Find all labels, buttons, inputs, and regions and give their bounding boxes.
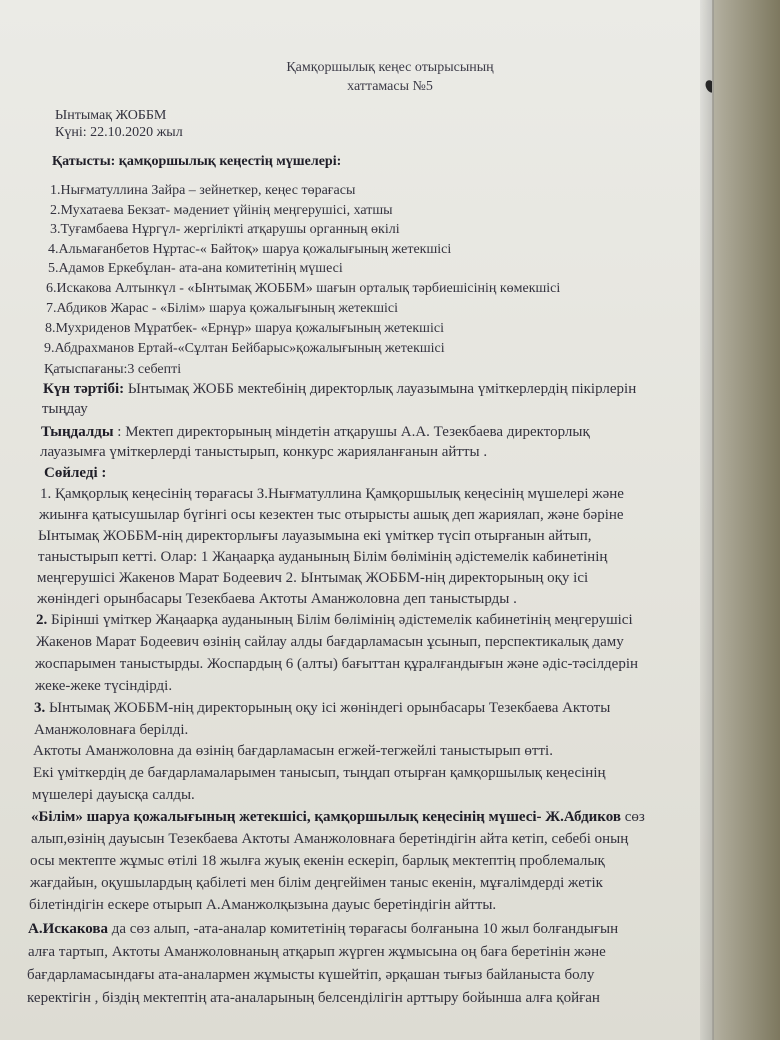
heard-line-2: лауазымға үміткерлерді таныстырып, конкурс жарияланғанын айтты .	[40, 444, 488, 460]
paragraph-1-line: жиынға қатысушылар бүгінгі осы кезектен тыс отырысты ашық деп жариялап, және бәріне	[39, 507, 624, 523]
document-title-line-1: Қамқоршылық кеңес отырысының	[286, 60, 494, 75]
agenda-label: Күн тәртібі:	[43, 381, 125, 397]
spoke-label: Сөйледі :	[44, 465, 107, 481]
paragraph-1-line: таныстырып кетті. Олар: 1 Жаңаарқа ауданының Білім бөлімінің әдістемелік кабинетінің	[38, 549, 608, 565]
paragraph-4-line: осы мектепте жұмыс өтілі 18 жылға жуық екенін ескеріп, барлық мектептің проблемалық	[30, 853, 605, 869]
paragraph-1-line: 1. Қамқорлық кеңесінің төрағасы З.Нығматуллина Қамқоршылық кеңесінің мүшелері және	[40, 486, 624, 502]
paragraph-1-line: жөніндегі орынбасары Тезекбаева Актоты Аманжоловна деп таныстырды .	[37, 591, 517, 607]
paragraph-5-line	[28, 921, 618, 938]
attendee-item: 7.Абдиков Жарас - «Білім» шаруа қожалығының жетекшісі	[46, 301, 398, 316]
attendee-item: 8.Мухриденов Мұратбек- «Ернұр» шаруа қожалығының жетекшісі	[45, 321, 444, 336]
paragraph-5-text: да сөз алып, -ата-аналар комитетінің төрағасы болғанына 10 жыл болғандығын	[108, 921, 619, 937]
paragraph-5-speaker: А.Искакова	[28, 921, 108, 937]
paragraph-4-line: білетіндігін ескере отырып А.Аманжолқызына дауыс беретіндігін айтты.	[29, 897, 497, 913]
absent-count: Қатыспағаны:3 себепті	[44, 362, 182, 377]
paragraph-5-line: бағдарламасындағы ата-аналармен жұмысты күшейтіп, әрқашан тығыз байланыста болу	[27, 967, 595, 983]
paragraph-1-line: меңгерушісі Жакенов Марат Бодеевич 2. Ынтымақ ЖОББМ-нің директорының оқу ісі	[37, 570, 589, 586]
paragraph-4-line: алып,өзінің дауысын Тезекбаева Актоты Аманжоловнаға беретіндігін айта кетіп, себебі оның	[31, 831, 629, 847]
attendee-item: 9.Абдрахманов Ертай-«Сұлтан Бейбарыс»қожалығының жетекшісі	[44, 341, 445, 356]
paragraph-3-line: Аманжоловнаға берілді.	[34, 722, 189, 738]
paragraph-2-line: жоспарымен таныстырды. Жоспардың 6 (алты) бағыттан құралғандығын және әдіс-тәсілдерін	[35, 656, 639, 672]
attendee-item: 5.Адамов Еркебұлан- ата-ана комитетінің мүшесі	[48, 261, 343, 276]
attendee-item: 3.Туғамбаева Нұргүл- жергілікті атқарушы органның өкілі	[50, 222, 400, 237]
paragraph-3-line: Актоты Аманжоловна да өзінің бағдарламасын егжей-тегжейлі таныстырып өтті.	[33, 743, 553, 759]
paragraph-4-line: жағдайын, оқушылардың қабілеті мен білім деңгейімен таныс екенін, мұғалімдерді жетік	[30, 875, 603, 891]
paragraph-3-text: Ынтымақ ЖОББМ-нің директорының оқу ісі жөніндегі орынбасары Тезекбаева Актоты	[45, 700, 611, 716]
page-shadow	[700, 0, 714, 1040]
attendee-item: 2.Мухатаева Бекзат- мәдениет үйінің меңгерушісі, хатшы	[50, 203, 393, 218]
paragraph-3-line: Екі үміткердің де бағдарламаларымен танысып, тыңдап отырған қамқоршылық кеңесінің	[33, 765, 606, 781]
paragraph-5-line: алға тартып, Актоты Аманжоловнаның атқарып жүрген жұмысына оң баға беретінін және	[28, 944, 606, 960]
paragraph-3-line	[34, 700, 610, 717]
heard-line-1	[41, 424, 590, 441]
attendee-item: 6.Искакова Алтынкүл - «Ынтымақ ЖОББМ» шағын орталық тәрбиешісінің көмекшісі	[46, 281, 561, 296]
paragraph-2-line: Жакенов Марат Бодеевич өзінің сайлау алды бағдарламасын ұсынып, перспектикалық даму	[36, 634, 624, 650]
paragraph-2-text: Бірінші үміткер Жаңаарқа ауданының Білім бөлімінің әдістемелік кабинетінің меңгерушісі	[47, 612, 633, 628]
agenda-line-1	[43, 381, 636, 398]
attendee-item: 4.Альмағанбетов Нұртас-« Байтоқ» шаруа қожалығының жетекшісі	[48, 242, 452, 257]
agenda-text: Ынтымақ ЖОББ мектебінің директорлық лауазымына үміткерлердің пікірлерін	[124, 381, 637, 397]
paragraph-4-speaker: «Білім» шаруа қожалығының жетекшісі, қамқоршылық кеңесінің мүшесі- Ж.Абдиков	[31, 809, 621, 825]
paragraph-2-line: жеке-жеке түсіндірді.	[35, 678, 173, 694]
attendee-item: 1.Нығматуллина Зайра – зейнеткер, кеңес төрағасы	[50, 183, 356, 198]
agenda-line-2: тыңдау	[42, 401, 88, 417]
paragraph-1-line: Ынтымақ ЖОББМ-нің директорлығы лауазымына екі үміткер түсіп отырғанын айтып,	[38, 528, 592, 544]
paragraph-3-line: мүшелері дауысқа салды.	[32, 787, 195, 803]
document-title-line-2: хаттамасы №5	[347, 79, 433, 94]
school-name: Ынтымақ ЖОББМ	[55, 108, 167, 123]
paragraph-4-text: сөз	[620, 809, 645, 825]
paragraph-5-line: керектігін , біздің мектептің ата-аналарының белсенділігін арттыру бойынша алға қойған	[27, 990, 600, 1006]
paragraph-3-number: 3.	[34, 700, 46, 716]
attendees-heading: Қатысты: қамқоршылық кеңестің мүшелері:	[52, 154, 342, 169]
meeting-date: Күні: 22.10.2020 жыл	[55, 125, 183, 140]
paragraph-2-number: 2.	[36, 612, 48, 628]
paragraph-2-line	[36, 612, 633, 629]
heard-label: Тыңдалды	[41, 424, 114, 440]
paragraph-4-line	[31, 809, 645, 826]
heard-text: : Мектеп директорының міндетін атқарушы А.А. Тезекбаева директорлық	[113, 424, 590, 440]
